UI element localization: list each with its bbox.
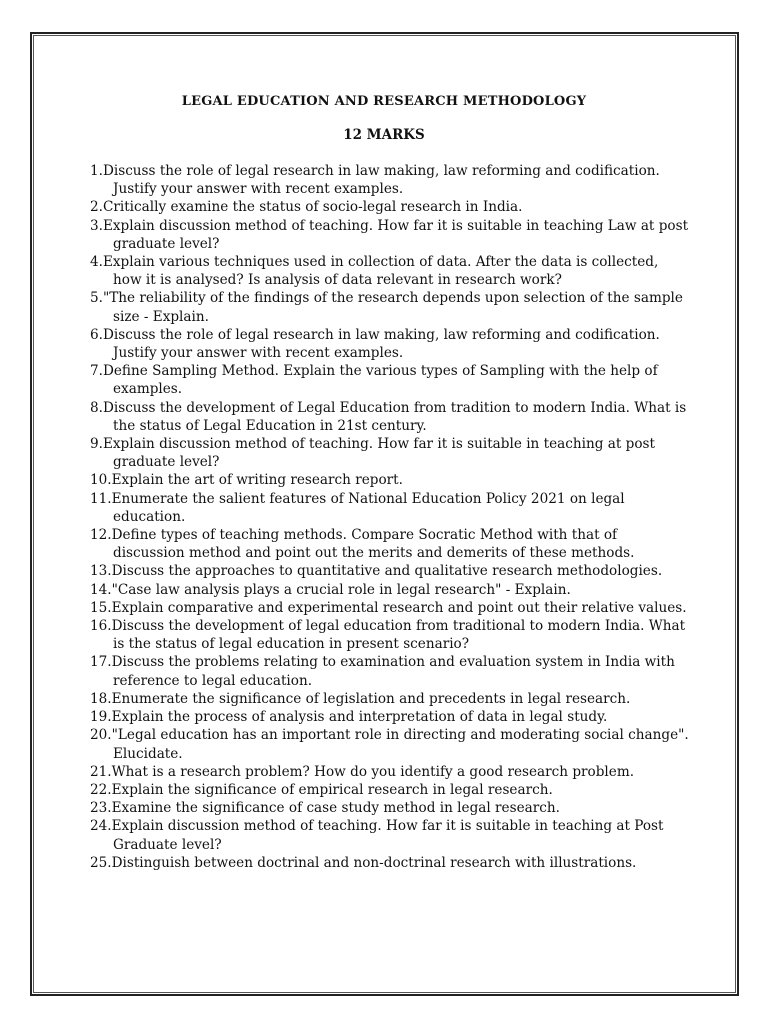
question-item: 4.Explain various techniques used in collection of data. After the data is collected, how it is analysed? Is analysis of data relevant in research work? bbox=[90, 254, 659, 289]
question-item: 1.Discuss the role of legal research in law making, law reforming and codification. Justify your answer with recent examples. bbox=[90, 163, 660, 198]
question-item: 20."Legal education has an important role in directing and moderating social change". Elucidate. bbox=[90, 727, 689, 762]
question-item: 5."The reliability of the findings of the research depends upon selection of the sample size - Explain. bbox=[90, 290, 683, 325]
question-item: 9.Explain discussion method of teaching. How far it is suitable in teaching at post graduate level? bbox=[90, 436, 655, 471]
question-item: 22.Explain the significance of empirical research in legal research. bbox=[90, 781, 553, 798]
question-item: 17.Discuss the problems relating to examination and evaluation system in India with reference to legal education. bbox=[90, 654, 675, 689]
question-item: 11.Enumerate the salient features of National Education Policy 2021 on legal education. bbox=[90, 490, 625, 525]
question-item: 7.Define Sampling Method. Explain the various types of Sampling with the help of examples. bbox=[90, 363, 658, 398]
question-item: 18.Enumerate the significance of legislation and precedents in legal research. bbox=[90, 690, 631, 707]
question-item: 8.Discuss the development of Legal Education from tradition to modern India. What is the status of Legal Education in 21st century. bbox=[90, 399, 687, 434]
question-item: 6.Discuss the role of legal research in law making, law reforming and codification. Justify your answer with recent examples. bbox=[90, 326, 660, 362]
question-list bbox=[90, 162, 690, 872]
question-item: 14."Case law analysis plays a crucial role in legal research" - Explain. bbox=[90, 581, 571, 598]
question-item: 19.Explain the process of analysis and interpretation of data in legal study. bbox=[90, 709, 608, 726]
question-item: 15.Explain comparative and experimental research and point out their relative values. bbox=[90, 599, 687, 616]
question-item: 2.Critically examine the status of socio-legal research in India. bbox=[90, 199, 523, 216]
question-item: 3.Explain discussion method of teaching. How far it is suitable in teaching Law at post graduate level? bbox=[90, 217, 689, 252]
question-item: 24.Explain discussion method of teaching. How far it is suitable in teaching at Post Graduate level? bbox=[90, 818, 664, 853]
question-item: 25.Distinguish between doctrinal and non-doctrinal research with illustrations. bbox=[90, 854, 637, 871]
question-item: 13.Discuss the approaches to quantitative and qualitative research methodologies. bbox=[90, 563, 663, 580]
question-item: 21.What is a research problem? How do you identify a good research problem. bbox=[90, 763, 635, 780]
document-title: LEGAL EDUCATION AND RESEARCH METHODOLOGY bbox=[181, 94, 587, 109]
question-item: 23.Examine the significance of case study method in legal research. bbox=[90, 800, 560, 817]
question-item: 12.Define types of teaching methods. Compare Socratic Method with that of discussion method and point out the merits and demerits of these methods. bbox=[90, 527, 635, 562]
question-item: 16.Discuss the development of legal education from traditional to modern India. What is the status of legal education in present scenario? bbox=[90, 618, 686, 653]
marks-heading: 12 MARKS bbox=[343, 127, 425, 143]
question-item: 10.Explain the art of writing research report. bbox=[90, 472, 403, 489]
